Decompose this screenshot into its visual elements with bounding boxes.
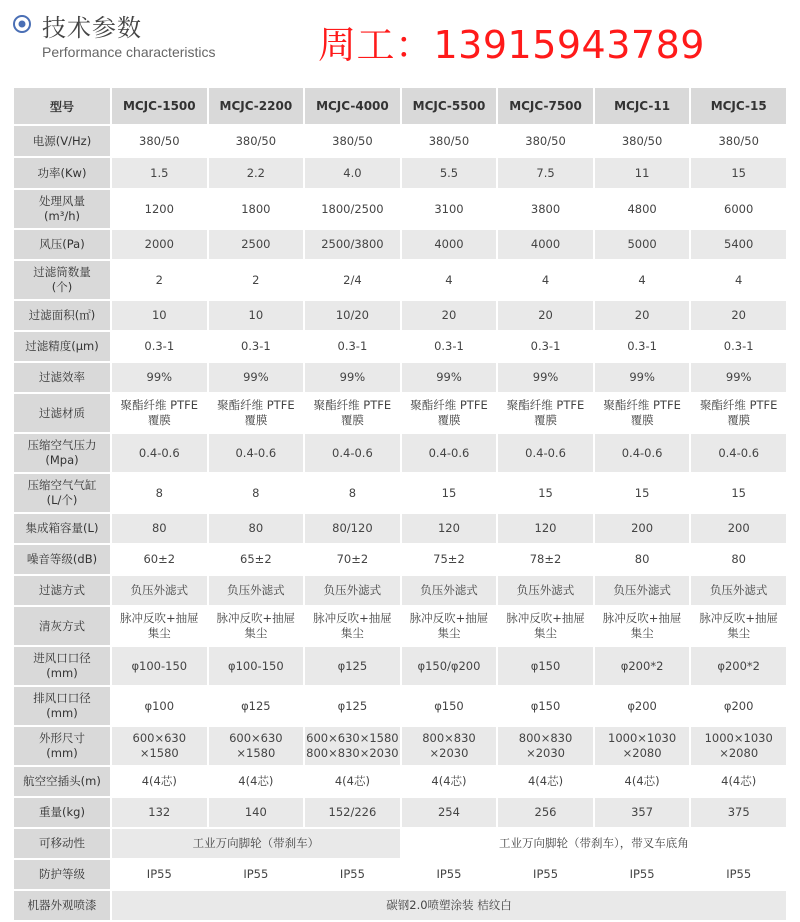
table-cell: 132 [112,798,207,827]
table-cell: 99% [691,363,786,392]
table-cell: 1800/2500 [305,190,400,228]
table-cell: 负压外滤式 [112,576,207,605]
row-label: 集成箱容量(L) [14,514,110,543]
table-cell: 99% [305,363,400,392]
table-cell: 80/120 [305,514,400,543]
table-cell: 脉冲反吹+抽屉 集尘 [595,607,690,645]
table-cell: φ100-150 [112,647,207,685]
table-cell: 20 [691,301,786,330]
row-label: 清灰方式 [14,607,110,645]
table-cell: 负压外滤式 [305,576,400,605]
table-cell: 0.4-0.6 [209,434,304,472]
spec-table [12,86,788,922]
table-cell: 380/50 [691,126,786,156]
table-cell: 4000 [498,230,593,259]
table-cell: 380/50 [402,126,497,156]
table-row [14,798,786,827]
table-row [14,301,786,330]
spec-table-body [14,126,786,920]
header [0,0,800,80]
table-cell: IP55 [595,860,690,889]
table-cell: 2500 [209,230,304,259]
contact-phone: 周工：13915943789 [318,23,705,67]
table-cell: 800×830 ×2030 [402,727,497,765]
table-cell: 140 [209,798,304,827]
table-cell: 7.5 [498,158,593,188]
row-label: 功率(Kw) [14,158,110,188]
table-cell: 4 [498,261,593,299]
table-cell: 0.4-0.6 [498,434,593,472]
table-cell: 380/50 [305,126,400,156]
table-cell: 120 [498,514,593,543]
table-cell: 3800 [498,190,593,228]
row-label: 过滤材质 [14,394,110,432]
table-cell: 10 [112,301,207,330]
row-label: 机器外观喷漆 [14,891,110,920]
table-cell: 120 [402,514,497,543]
table-cell: 99% [595,363,690,392]
table-cell: 0.3-1 [112,332,207,361]
table-cell: 99% [402,363,497,392]
table-cell: 375 [691,798,786,827]
table-cell: 2000 [112,230,207,259]
table-row [14,394,786,432]
table-cell: 99% [112,363,207,392]
table-cell: 5400 [691,230,786,259]
table-cell: 1000×1030 ×2080 [691,727,786,765]
table-cell: 10 [209,301,304,330]
row-label: 排风口口径 (mm) [14,687,110,725]
table-cell: 152/226 [305,798,400,827]
table-cell: 负压外滤式 [691,576,786,605]
table-cell: 380/50 [595,126,690,156]
table-cell: φ125 [305,687,400,725]
table-cell: φ125 [209,687,304,725]
table-cell: 4.0 [305,158,400,188]
table-cell: 聚酯纤维 PTFE 覆膜 [209,394,304,432]
row-label: 压缩空气气缸 (L/个) [14,474,110,512]
table-row [14,727,786,765]
table-cell: 4 [691,261,786,299]
table-cell: 聚酯纤维 PTFE 覆膜 [402,394,497,432]
table-row [14,514,786,543]
table-cell: 2.2 [209,158,304,188]
table-cell: 2 [112,261,207,299]
row-label: 过滤面积(㎡) [14,301,110,330]
table-cell: 0.3-1 [595,332,690,361]
table-cell: 聚酯纤维 PTFE 覆膜 [691,394,786,432]
table-cell: IP55 [691,860,786,889]
table-cell: 20 [595,301,690,330]
table-cell: 4(4芯) [595,767,690,796]
table-cell: 0.4-0.6 [112,434,207,472]
table-cell: φ150 [402,687,497,725]
table-cell: φ100-150 [209,647,304,685]
table-cell: 4(4芯) [402,767,497,796]
table-cell: 65±2 [209,545,304,574]
table-cell: 负压外滤式 [402,576,497,605]
table-cell: 80 [209,514,304,543]
table-cell: 脉冲反吹+抽屉 集尘 [112,607,207,645]
table-cell: 脉冲反吹+抽屉 集尘 [402,607,497,645]
table-row [14,363,786,392]
table-cell: 256 [498,798,593,827]
table-cell: 脉冲反吹+抽屉 集尘 [209,607,304,645]
table-cell: 负压外滤式 [595,576,690,605]
table-cell: 75±2 [402,545,497,574]
table-cell: 15 [595,474,690,512]
table-cell: 357 [595,798,690,827]
target-icon [12,14,32,34]
table-cell: 80 [112,514,207,543]
table-cell: 15 [402,474,497,512]
table-cell: 1000×1030 ×2080 [595,727,690,765]
table-row [14,576,786,605]
table-row [14,545,786,574]
row-label: 进风口口径 (mm) [14,647,110,685]
paint-cell: 碳钢2.0喷塑涂装 桔纹白 [112,891,786,920]
row-label: 重量(kg) [14,798,110,827]
table-cell: IP55 [112,860,207,889]
model-header: MCJC-4000 [305,88,400,124]
page-title: 技术参数 [42,14,142,42]
table-cell: 380/50 [112,126,207,156]
table-cell: 20 [402,301,497,330]
table-row [14,261,786,299]
model-header: MCJC-15 [691,88,786,124]
table-row-protection [14,860,786,889]
table-cell: 聚酯纤维 PTFE 覆膜 [112,394,207,432]
table-cell: IP55 [209,860,304,889]
table-cell: 0.4-0.6 [305,434,400,472]
row-label: 过滤效率 [14,363,110,392]
table-cell: 脉冲反吹+抽屉 集尘 [498,607,593,645]
row-label: 过滤筒数量 (个) [14,261,110,299]
row-label: 外形尺寸 (mm) [14,727,110,765]
table-cell: 70±2 [305,545,400,574]
table-cell: 0.4-0.6 [402,434,497,472]
mobility-right-cell: 工业万向脚轮（带刹车），带叉车底角 [402,829,786,858]
row-label: 航空空插头(m) [14,767,110,796]
row-label: 压缩空气压力 (Mpa) [14,434,110,472]
table-cell: 脉冲反吹+抽屉 集尘 [305,607,400,645]
table-cell: 0.3-1 [691,332,786,361]
table-cell: 3100 [402,190,497,228]
table-row [14,126,786,156]
table-cell: IP55 [305,860,400,889]
table-cell: 80 [691,545,786,574]
table-cell: 600×630 ×1580 [209,727,304,765]
table-cell: 200 [595,514,690,543]
table-cell: 6000 [691,190,786,228]
table-cell: 8 [112,474,207,512]
table-cell: 380/50 [209,126,304,156]
table-cell: φ150/φ200 [402,647,497,685]
table-row [14,687,786,725]
row-label: 电源(V/Hz) [14,126,110,156]
row-label: 可移动性 [14,829,110,858]
table-row [14,434,786,472]
table-cell: 2500/3800 [305,230,400,259]
table-row [14,158,786,188]
model-header: MCJC-2200 [209,88,304,124]
table-row [14,190,786,228]
table-cell: 20 [498,301,593,330]
table-row [14,230,786,259]
row-label: 噪音等级(dB) [14,545,110,574]
table-cell: 15 [691,474,786,512]
table-cell: φ200 [691,687,786,725]
table-cell: 8 [209,474,304,512]
table-row [14,647,786,685]
table-cell: 4(4芯) [209,767,304,796]
table-cell: 0.4-0.6 [691,434,786,472]
table-cell: IP55 [402,860,497,889]
table-cell: IP55 [498,860,593,889]
table-cell: 5.5 [402,158,497,188]
table-cell: 脉冲反吹+抽屉 集尘 [691,607,786,645]
table-cell: 1.5 [112,158,207,188]
row-label: 过滤精度(μm) [14,332,110,361]
mobility-left-cell: 工业万向脚轮（带刹车） [112,829,400,858]
page-subtitle: Performance characteristics [42,44,216,60]
table-cell: φ200 [595,687,690,725]
table-cell: φ100 [112,687,207,725]
corner-label: 型号 [14,88,110,124]
table-cell: 负压外滤式 [209,576,304,605]
table-row-mobility [14,829,786,858]
table-cell: 4(4芯) [498,767,593,796]
table-header-row [14,88,786,124]
table-cell: 4(4芯) [691,767,786,796]
table-cell: φ125 [305,647,400,685]
table-cell: φ150 [498,647,593,685]
table-cell: 78±2 [498,545,593,574]
table-cell: φ150 [498,687,593,725]
table-cell: 聚酯纤维 PTFE 覆膜 [305,394,400,432]
table-cell: 0.3-1 [498,332,593,361]
table-cell: 0.3-1 [402,332,497,361]
table-cell: 聚酯纤维 PTFE 覆膜 [595,394,690,432]
table-cell: φ200*2 [691,647,786,685]
table-cell: 0.4-0.6 [595,434,690,472]
table-row [14,607,786,645]
table-cell: 800×830 ×2030 [498,727,593,765]
table-cell: 4 [595,261,690,299]
table-cell: 1800 [209,190,304,228]
model-header: MCJC-11 [595,88,690,124]
model-header: MCJC-5500 [402,88,497,124]
row-label: 过滤方式 [14,576,110,605]
table-cell: 380/50 [498,126,593,156]
table-cell: 60±2 [112,545,207,574]
table-cell: 4(4芯) [305,767,400,796]
table-cell: 4800 [595,190,690,228]
table-cell: 15 [498,474,593,512]
table-row [14,332,786,361]
table-cell: φ200*2 [595,647,690,685]
model-header: MCJC-7500 [498,88,593,124]
table-cell: 4 [402,261,497,299]
table-cell: 10/20 [305,301,400,330]
table-cell: 负压外滤式 [498,576,593,605]
table-cell: 600×630 ×1580 [112,727,207,765]
table-cell: 80 [595,545,690,574]
table-cell: 8 [305,474,400,512]
table-cell: 200 [691,514,786,543]
table-cell: 1200 [112,190,207,228]
table-cell: 600×630×1580 800×830×2030 [305,727,400,765]
table-cell: 2/4 [305,261,400,299]
table-cell: 11 [595,158,690,188]
model-header: MCJC-1500 [112,88,207,124]
table-cell: 聚酯纤维 PTFE 覆膜 [498,394,593,432]
row-label: 处理风量 (m³/h) [14,190,110,228]
table-cell: 15 [691,158,786,188]
table-row [14,767,786,796]
table-cell: 0.3-1 [209,332,304,361]
table-row [14,474,786,512]
row-label: 风压(Pa) [14,230,110,259]
spec-table-container [12,86,788,912]
table-row-paint [14,891,786,920]
table-cell: 4000 [402,230,497,259]
row-label: 防护等级 [14,860,110,889]
table-cell: 99% [209,363,304,392]
table-cell: 254 [402,798,497,827]
table-cell: 0.3-1 [305,332,400,361]
table-cell: 4(4芯) [112,767,207,796]
table-cell: 2 [209,261,304,299]
table-cell: 5000 [595,230,690,259]
table-cell: 99% [498,363,593,392]
